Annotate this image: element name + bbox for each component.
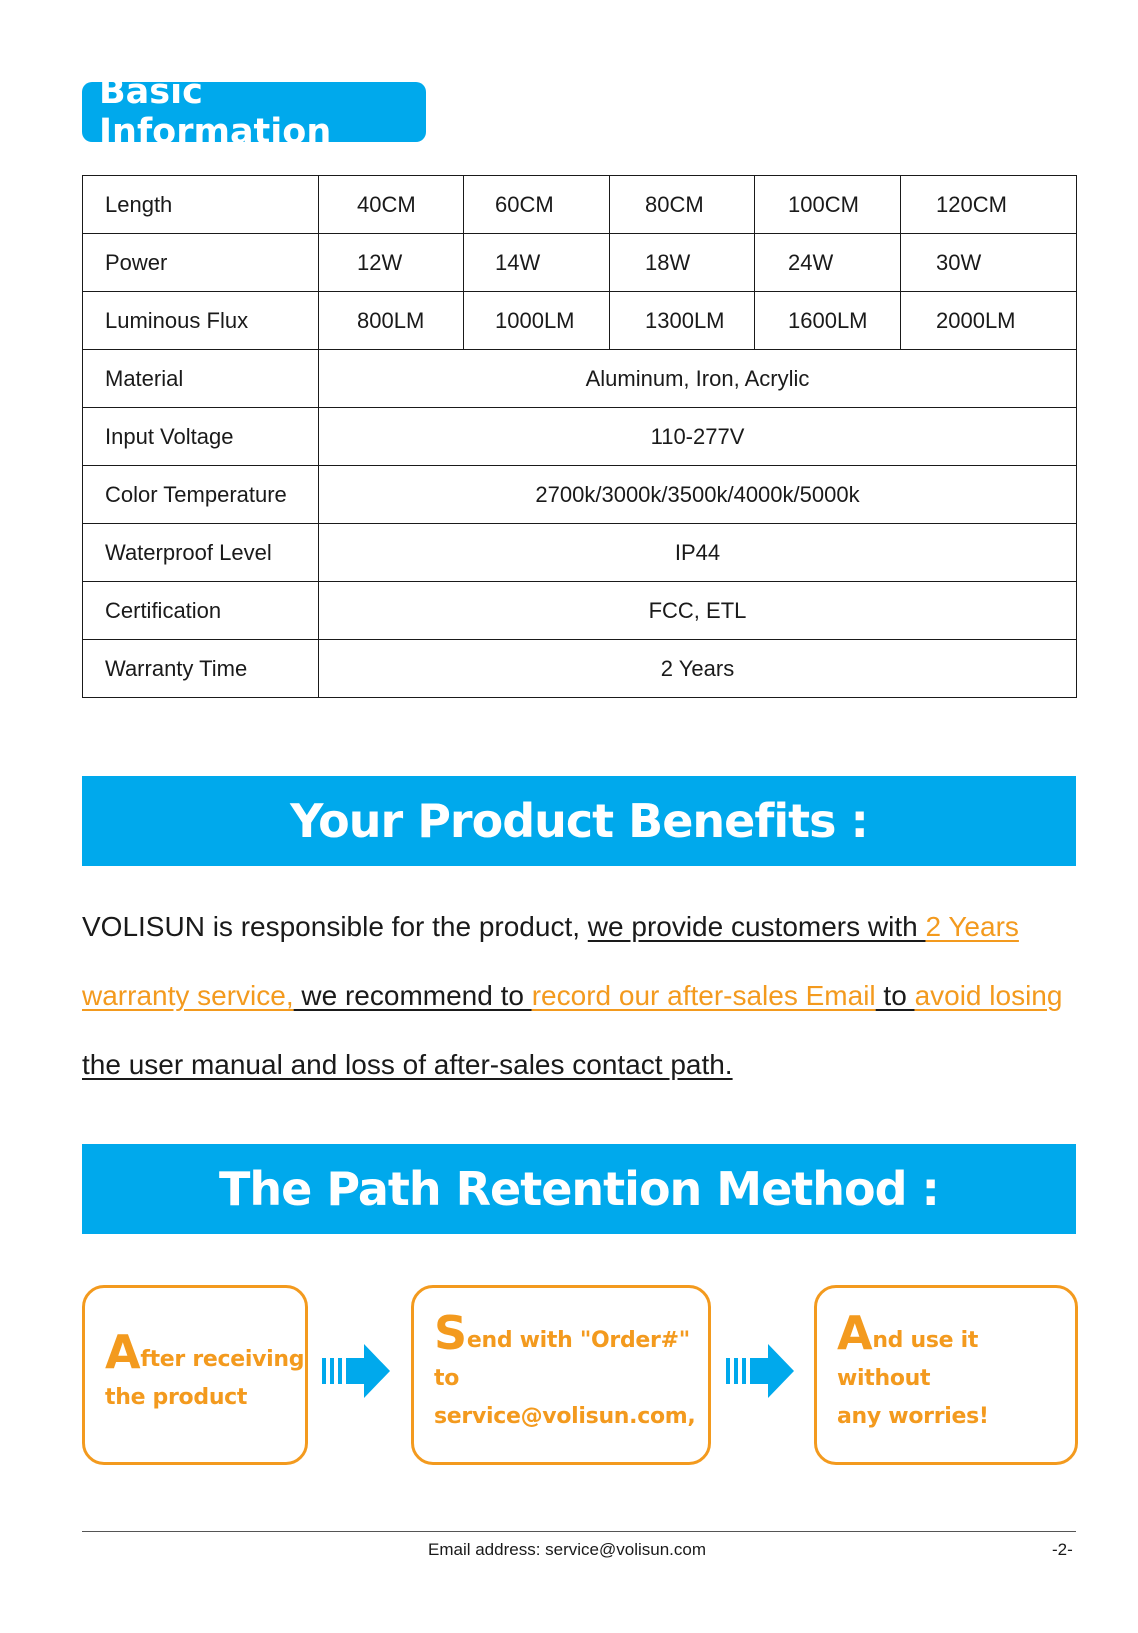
step-initial: S <box>434 1306 467 1360</box>
table-cell: IP44 <box>319 524 1077 582</box>
table-cell: 2000LM <box>901 292 1077 350</box>
basic-information-heading <box>82 72 426 152</box>
step-line-2: the product <box>105 1385 248 1410</box>
step-line-1: end with "Order#" to <box>434 1328 690 1391</box>
table-cell: 30W <box>901 234 1077 292</box>
table-cell: 24W <box>755 234 901 292</box>
row-label: Waterproof Level <box>83 524 319 582</box>
table-cell: 120CM <box>901 176 1077 234</box>
footer-divider <box>82 1531 1076 1532</box>
table-row <box>83 408 1077 466</box>
row-label: Length <box>83 176 319 234</box>
benefits-text-4: we recommend to <box>293 980 532 1011</box>
table-row <box>83 350 1077 408</box>
table-row <box>83 582 1077 640</box>
row-label: Certification <box>83 582 319 640</box>
table-row <box>83 176 1077 234</box>
step-line-1: nd use it without <box>837 1328 979 1391</box>
table-cell: 1000LM <box>464 292 610 350</box>
table-row <box>83 292 1077 350</box>
row-label: Warranty Time <box>83 640 319 698</box>
path-retention-banner <box>82 1144 1076 1234</box>
benefits-text-2: we provide customers with <box>587 911 926 942</box>
table-cell: 40CM <box>319 176 464 234</box>
step-line-2: any worries! <box>837 1404 989 1429</box>
benefits-paragraph <box>82 892 1082 1099</box>
table-cell: Aluminum, Iron, Acrylic <box>319 350 1077 408</box>
table-cell: 100CM <box>755 176 901 234</box>
table-cell: 110-277V <box>319 408 1077 466</box>
step-card-2 <box>411 1285 711 1465</box>
benefits-text-8: the user manual and loss of after-sales contact path. <box>82 1049 733 1080</box>
table-cell: FCC, ETL <box>319 582 1077 640</box>
table-cell: 12W <box>319 234 464 292</box>
table-cell: 2 Years <box>319 640 1077 698</box>
arrow-right-icon <box>320 1342 392 1400</box>
product-benefits-banner <box>82 776 1076 866</box>
benefits-warranty-highlight: 2 Years warranty service, <box>82 911 1019 1011</box>
benefits-email-highlight: record our after-sales Email <box>531 980 876 1011</box>
table-row <box>83 640 1077 698</box>
table-cell: 1300LM <box>610 292 755 350</box>
row-label: Power <box>83 234 319 292</box>
table-row <box>83 524 1077 582</box>
step-initial: A <box>837 1306 873 1360</box>
table-row <box>83 466 1077 524</box>
step-initial: A <box>105 1325 141 1379</box>
step-card-1 <box>82 1285 308 1465</box>
benefits-text-1: VOLISUN is responsible for the product, <box>82 911 588 942</box>
footer-email: Email address: service@volisun.com <box>428 1540 707 1559</box>
product-benefits-title: Your Product Benefits : <box>290 794 868 848</box>
table-cell: 1600LM <box>755 292 901 350</box>
table-cell: 2700k/3000k/3500k/4000k/5000k <box>319 466 1077 524</box>
row-label: Material <box>83 350 319 408</box>
basic-information-title: Basic Information <box>99 72 332 152</box>
step-line-2: service@volisun.com, <box>434 1404 696 1429</box>
row-label: Color Temperature <box>83 466 319 524</box>
table-cell: 800LM <box>319 292 464 350</box>
arrow-right-icon <box>724 1342 796 1400</box>
path-retention-title: The Path Retention Method : <box>219 1162 939 1216</box>
page-number: -2- <box>1052 1540 1073 1559</box>
benefits-text-6: to <box>875 980 915 1011</box>
row-label: Luminous Flux <box>83 292 319 350</box>
table-cell: 14W <box>464 234 610 292</box>
table-cell: 60CM <box>464 176 610 234</box>
spec-table <box>82 175 1077 698</box>
row-label: Input Voltage <box>83 408 319 466</box>
step-card-3 <box>814 1285 1078 1465</box>
table-cell: 18W <box>610 234 755 292</box>
step-line-1: fter receiving <box>140 1347 305 1372</box>
table-cell: 80CM <box>610 176 755 234</box>
benefits-avoid-highlight: avoid losing <box>914 980 1063 1011</box>
table-row <box>83 234 1077 292</box>
